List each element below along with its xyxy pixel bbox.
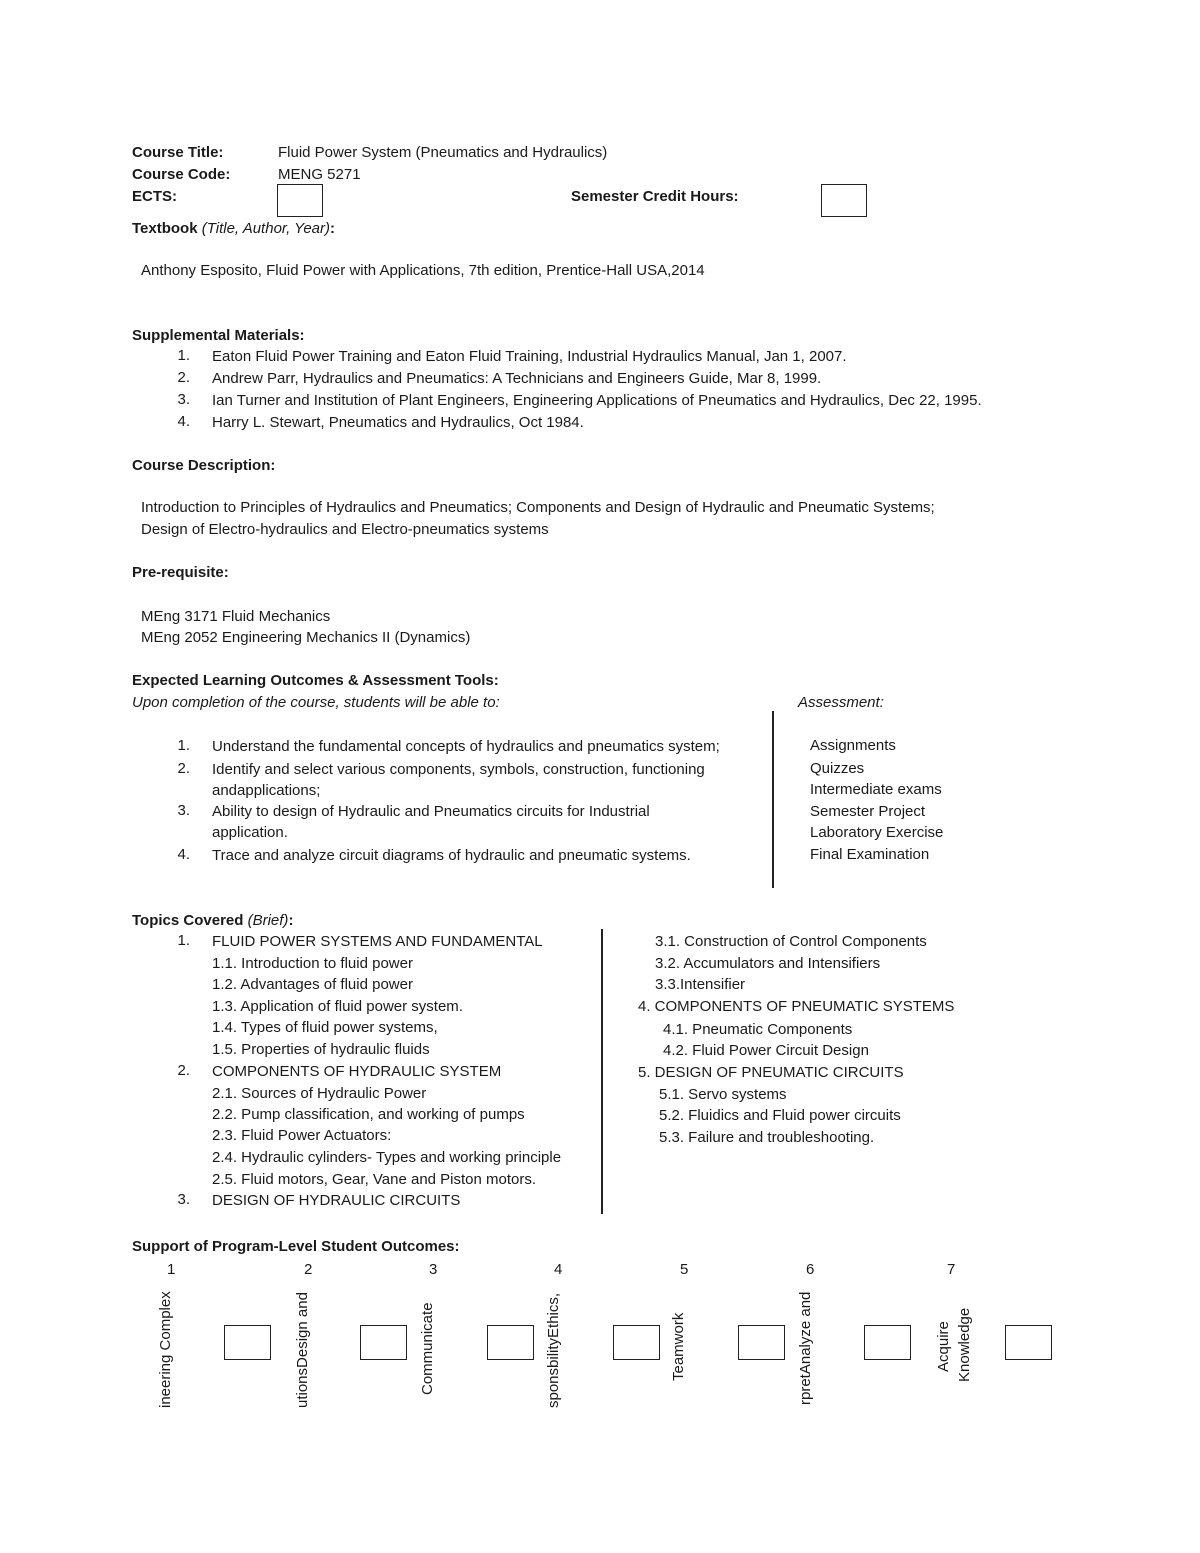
- outcome-text: Identify and select various components, symbols, construction, functioning: [212, 761, 705, 778]
- outcome-number: 1.: [177, 737, 190, 754]
- topic-subitem: 1.4. Types of fluid power systems,: [212, 1019, 438, 1036]
- outcomes-heading: Expected Learning Outcomes & Assessment Tools:: [132, 672, 499, 689]
- course-code-value: MENG 5271: [278, 166, 361, 183]
- outcome-vertical-label-cont: Knowledge: [956, 1307, 973, 1382]
- topic-right-item: 3.2. Accumulators and Intensifiers: [655, 955, 881, 972]
- assessment-item: Intermediate exams: [810, 781, 942, 798]
- outcome-checkbox[interactable]: [487, 1325, 534, 1360]
- prerequisite-item: MEng 2052 Engineering Mechanics II (Dynamics): [141, 629, 471, 646]
- topic-right-item: 5.1. Servo systems: [659, 1086, 787, 1103]
- outcome-checkbox[interactable]: [738, 1325, 785, 1360]
- course-title-value: Fluid Power System (Pneumatics and Hydraulics): [278, 144, 608, 161]
- topic-subitem: 2.2. Pump classification, and working of pumps: [212, 1106, 525, 1123]
- outcome-text-cont: application.: [212, 824, 288, 841]
- outcomes-divider: [772, 711, 774, 888]
- topic-right-item: 5.2. Fluidics and Fluid power circuits: [659, 1107, 901, 1124]
- topic-number: 1.: [177, 932, 190, 949]
- outcome-vertical-label: Communicate: [419, 1302, 436, 1395]
- assessment-item: Semester Project: [810, 803, 926, 820]
- textbook-label-colon: :: [330, 220, 335, 237]
- outcome-column-number: 6: [806, 1261, 815, 1278]
- outcome-text-cont: andapplications;: [212, 782, 321, 799]
- assessment-heading: Assessment:: [798, 694, 884, 711]
- outcome-column-number: 4: [554, 1261, 563, 1278]
- topic-right-item: 5. DESIGN OF PNEUMATIC CIRCUITS: [638, 1064, 904, 1081]
- topic-subitem: 1.5. Properties of hydraulic fluids: [212, 1041, 430, 1058]
- outcome-number: 2.: [177, 760, 190, 777]
- supplemental-heading: Supplemental Materials:: [132, 327, 305, 344]
- outcome-text: Understand the fundamental concepts of hydraulics and pneumatics system;: [212, 738, 720, 755]
- program-outcomes-heading: Support of Program-Level Student Outcomes:: [132, 1238, 460, 1255]
- outcome-column-number: 5: [680, 1261, 689, 1278]
- supplemental-item-number: 4.: [177, 413, 190, 430]
- textbook-heading: [132, 219, 335, 239]
- description-line-1: Introduction to Principles of Hydraulics and Pneumatics; Components and Design of Hydraulic and Pneumatic Systems;: [141, 499, 935, 516]
- course-title-label: Course Title:: [132, 144, 224, 161]
- outcome-text: Trace and analyze circuit diagrams of hydraulic and pneumatic systems.: [212, 847, 691, 864]
- supplemental-item-number: 1.: [177, 347, 190, 364]
- topic-heading: COMPONENTS OF HYDRAULIC SYSTEM: [212, 1063, 502, 1080]
- outcome-checkbox[interactable]: [224, 1325, 271, 1360]
- topic-subitem: 1.2. Advantages of fluid power: [212, 976, 413, 993]
- assessment-item: Final Examination: [810, 846, 930, 863]
- topic-right-item: 4.1. Pneumatic Components: [663, 1021, 853, 1038]
- textbook-label-hint: (Title, Author, Year): [201, 220, 330, 237]
- assessment-item: Quizzes: [810, 760, 865, 777]
- topic-subitem: 2.3. Fluid Power Actuators:: [212, 1127, 392, 1144]
- topic-heading: FLUID POWER SYSTEMS AND FUNDAMENTAL: [212, 933, 543, 950]
- topic-number: 2.: [177, 1062, 190, 1079]
- outcome-number: 3.: [177, 802, 190, 819]
- supplemental-item-text: Harry L. Stewart, Pneumatics and Hydraulics, Oct 1984.: [212, 414, 584, 431]
- topic-subitem: 2.4. Hydraulic cylinders- Types and working principle: [212, 1149, 562, 1166]
- outcome-checkbox[interactable]: [864, 1325, 911, 1360]
- description-line-2: Design of Electro-hydraulics and Electro-pneumatics systems: [141, 521, 549, 538]
- topic-number: 3.: [177, 1191, 190, 1208]
- outcome-column-number: 1: [167, 1261, 176, 1278]
- outcome-vertical-label: sponsbilityEthics,: [545, 1292, 562, 1408]
- description-heading: Course Description:: [132, 457, 276, 474]
- outcome-column-number: 3: [429, 1261, 438, 1278]
- assessment-item: Assignments: [810, 737, 896, 754]
- outcome-vertical-label: Acquire: [935, 1321, 952, 1372]
- outcome-vertical-label: ineering Complex: [157, 1291, 174, 1408]
- outcome-checkbox[interactable]: [1005, 1325, 1052, 1360]
- outcome-column-number: 2: [304, 1261, 313, 1278]
- outcome-vertical-label: rpretAnalyze and: [797, 1291, 814, 1405]
- supplemental-item-text: Andrew Parr, Hydraulics and Pneumatics: A Technicians and Engineers Guide, Mar 8, 1999.: [212, 370, 822, 387]
- course-code-label: Course Code:: [132, 166, 231, 183]
- outcome-checkbox[interactable]: [613, 1325, 660, 1360]
- topics-heading: [132, 911, 293, 931]
- outcome-checkbox[interactable]: [360, 1325, 407, 1360]
- credit-hours-label: Semester Credit Hours:: [571, 188, 739, 205]
- prerequisite-heading: Pre-requisite:: [132, 564, 229, 581]
- outcome-vertical-label: Teamwork: [670, 1312, 687, 1381]
- ects-input-box[interactable]: [277, 184, 323, 217]
- topics-label: Topics Covered: [132, 912, 244, 929]
- outcome-column-number: 7: [947, 1261, 956, 1278]
- topic-right-item: 3.3.Intensifier: [655, 976, 746, 993]
- topic-right-item: 4. COMPONENTS OF PNEUMATIC SYSTEMS: [638, 998, 955, 1015]
- textbook-label: Textbook: [132, 220, 198, 237]
- topics-label-hint: (Brief): [247, 912, 289, 929]
- supplemental-item-text: Ian Turner and Institution of Plant Engineers, Engineering Applications of Pneumatics and Hydraulics, Dec 22, 1995.: [212, 392, 982, 409]
- supplemental-item-number: 2.: [177, 369, 190, 386]
- topic-right-item: 3.1. Construction of Control Components: [655, 933, 927, 950]
- outcome-number: 4.: [177, 846, 190, 863]
- supplemental-item-number: 3.: [177, 391, 190, 408]
- assessment-item: Laboratory Exercise: [810, 824, 944, 841]
- ects-label: ECTS:: [132, 188, 177, 205]
- outcome-vertical-label: utionsDesign and: [294, 1292, 311, 1408]
- topic-subitem: 1.1. Introduction to fluid power: [212, 955, 413, 972]
- prerequisite-item: MEng 3171 Fluid Mechanics: [141, 608, 331, 625]
- topic-right-item: 5.3. Failure and troubleshooting.: [659, 1129, 875, 1146]
- topic-heading: DESIGN OF HYDRAULIC CIRCUITS: [212, 1192, 461, 1209]
- outcome-text: Ability to design of Hydraulic and Pneumatics circuits for Industrial: [212, 803, 650, 820]
- topics-label-colon: :: [288, 912, 294, 929]
- topic-subitem: 1.3. Application of fluid power system.: [212, 998, 463, 1015]
- topic-subitem: 2.1. Sources of Hydraulic Power: [212, 1085, 427, 1102]
- topics-divider: [601, 929, 603, 1214]
- credit-hours-input-box[interactable]: [821, 184, 867, 217]
- outcomes-intro: Upon completion of the course, students will be able to:: [132, 694, 500, 711]
- topic-subitem: 2.5. Fluid motors, Gear, Vane and Piston motors.: [212, 1171, 537, 1188]
- topic-right-item: 4.2. Fluid Power Circuit Design: [663, 1042, 869, 1059]
- supplemental-item-text: Eaton Fluid Power Training and Eaton Fluid Training, Industrial Hydraulics Manual, Jan 1, 2007.: [212, 348, 847, 365]
- textbook-entry: Anthony Esposito, Fluid Power with Applications, 7th edition, Prentice-Hall USA,2014: [141, 262, 705, 279]
